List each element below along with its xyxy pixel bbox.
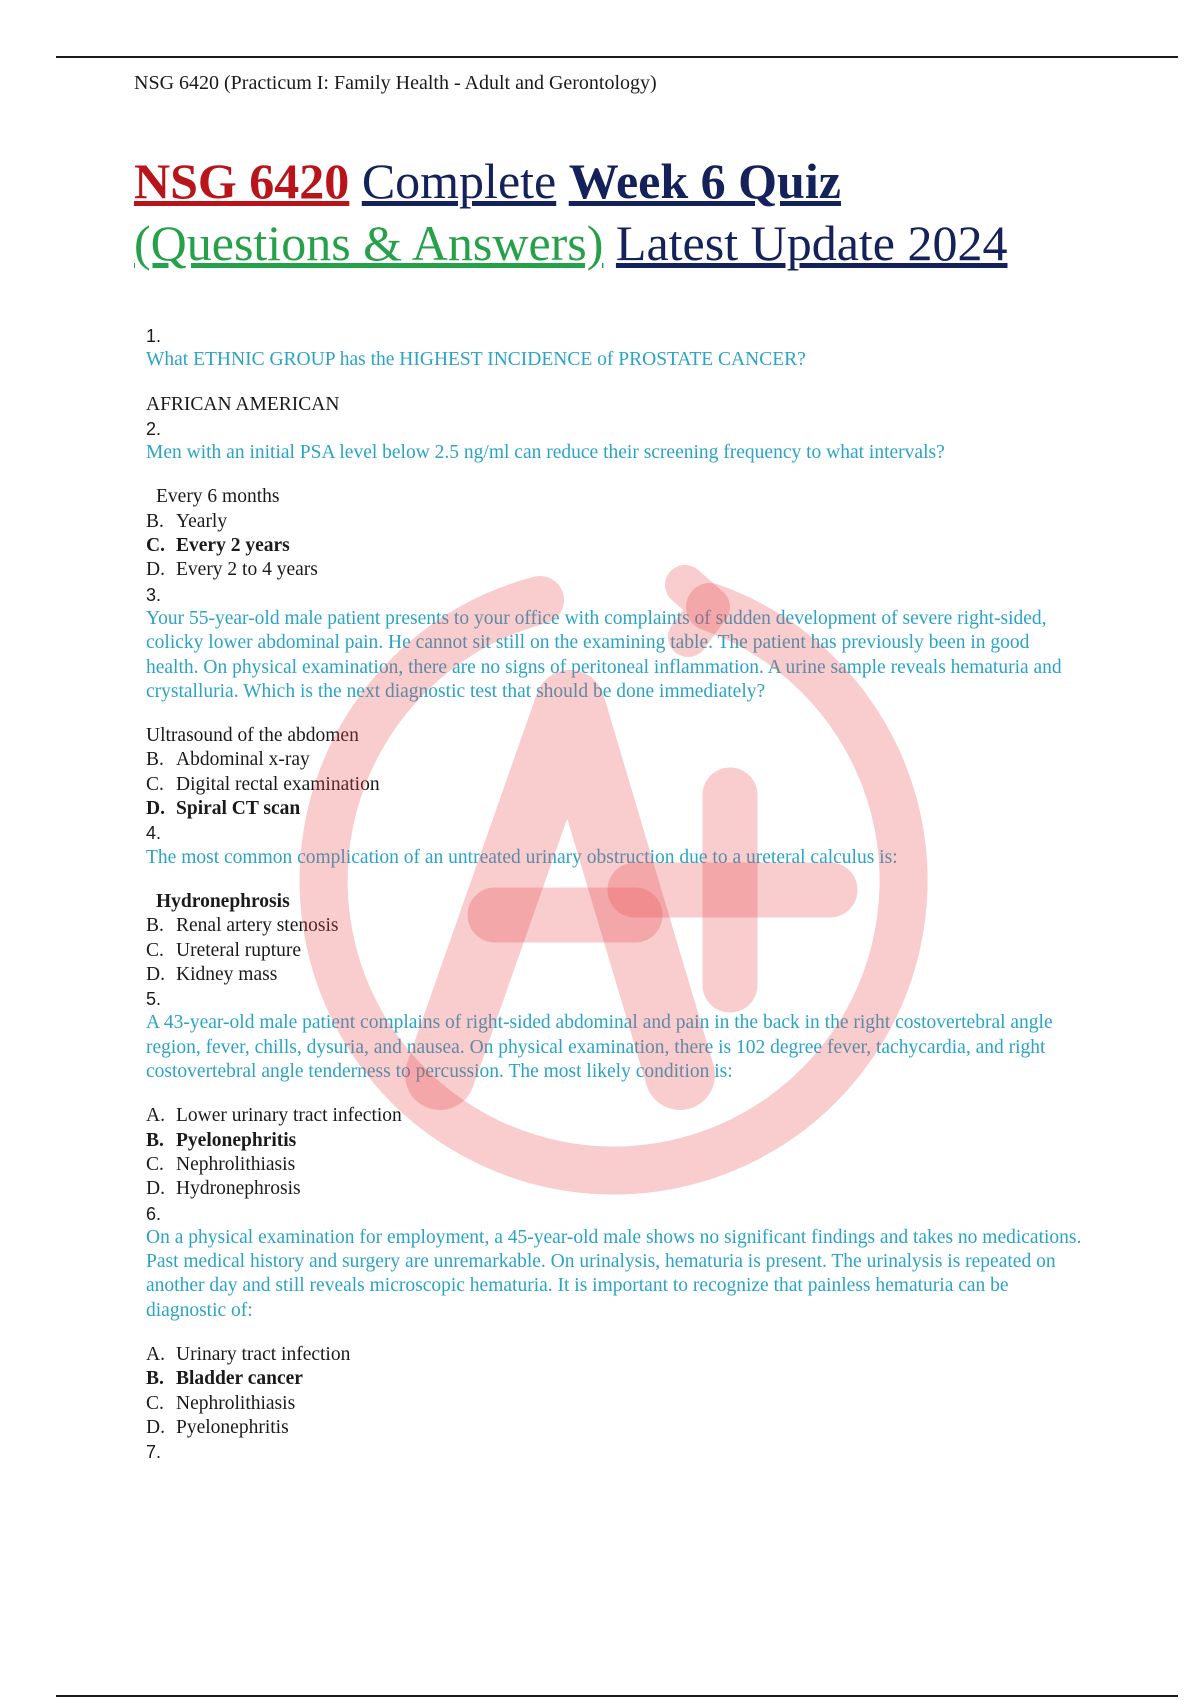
answer-option: A. Urinary tract infection [146,1343,351,1365]
answer-option: C. Nephrolithiasis [146,1392,296,1414]
title-week: Week 6 Quiz [568,153,841,209]
answer-option-correct: D. Spiral CT scan [146,798,301,820]
question-text: A 43-year-old male patient complains of right-sided abdominal and pain in the back in the right costovertebral angle region, fever, chills, dysuria, and nausea. On physical examination, there is 102 degree fever, tachycardia, and right costovertebral angle tenderness to percussion. The most likely condition is: [146,1012,1053,1083]
answer-option: D. Hydronephrosis [146,1178,301,1200]
question-text: Your 55-year-old male patient presents to your office with complaints of sudden development of severe right-sided, colicky lower abdominal pain. He cannot sit still on the examining table. The patient has previously been in good health. On physical examination, there are no signs of peritoneal inflammation. A urine sample reveals hematuria and crystalluria. Which is the next diagnostic test that should be done immediately? [146,607,1062,702]
answer-option-correct: B. Bladder cancer [146,1368,303,1390]
answer-option: C. Ureteral rupture [146,939,302,961]
answer-option: D. Pyelonephritis [146,1416,289,1438]
question-number: 5. [146,989,162,1010]
watermark-text: tor [808,972,830,989]
answer-option: D. Every 2 to 4 years [146,559,318,581]
question-text: On a physical examination for employment, a 45-year-old male shows no significant findings and takes no medications. Past medical history and surgery are unremarkable. On urinalysis, hematuria is present. The urinalysis is repeated on another day and still reveals microscopic hematuria. It is important to recognize that painless hematuria can be diagnostic of: [146,1226,1082,1321]
answer-option: A. Lower urinary tract infection [146,1105,402,1127]
answer-option-correct: AFRICAN AMERICAN [146,393,340,415]
question-number: 7. [146,1442,162,1463]
title-course-code: NSG 6420 [134,153,350,209]
question-number: 6. [146,1203,162,1224]
answer-option-correct: Hydronephrosis [156,890,290,912]
document-title [134,150,1134,274]
page-header: NSG 6420 (Practicum I: Family Health - Adult and Gerontology) [134,72,657,94]
answer-option: B. Abdominal x-ray [146,749,310,771]
answer-option: Ultrasound of the abdomen [146,725,359,747]
answer-option: B. Yearly [146,510,228,532]
title-qa: (Questions & Answers) [134,215,604,271]
title-complete: Complete [361,153,557,209]
top-rule [56,56,1178,58]
answer-option: B. Renal artery stenosis [146,915,339,937]
question-text: What ETHNIC GROUP has the HIGHEST INCIDENCE of PROSTATE CANCER? [146,349,806,371]
question-text: Men with an initial PSA level below 2.5 ng/ml can reduce their screening frequency to what intervals? [146,442,945,464]
answer-option: Every 6 months [156,486,280,508]
answer-option-correct: C. Every 2 years [146,535,290,557]
answer-option: C. Digital rectal examination [146,773,380,795]
quiz-content [146,324,1086,1464]
answer-option: C. Nephrolithiasis [146,1153,296,1175]
question-number: 4. [146,823,162,844]
question-number: 2. [146,418,162,439]
bottom-rule [56,1695,1178,1697]
question-number: 3. [146,584,162,605]
title-update: Latest Update 2024 [615,215,1008,271]
answer-option-correct: B. Pyelonephritis [146,1129,297,1151]
question-text: The most common complication of an untreated urinary obstruction due to a ureteral calculus is: [146,846,898,868]
answer-option: D. Kidney mass [146,963,278,985]
question-number: 1. [146,326,162,346]
